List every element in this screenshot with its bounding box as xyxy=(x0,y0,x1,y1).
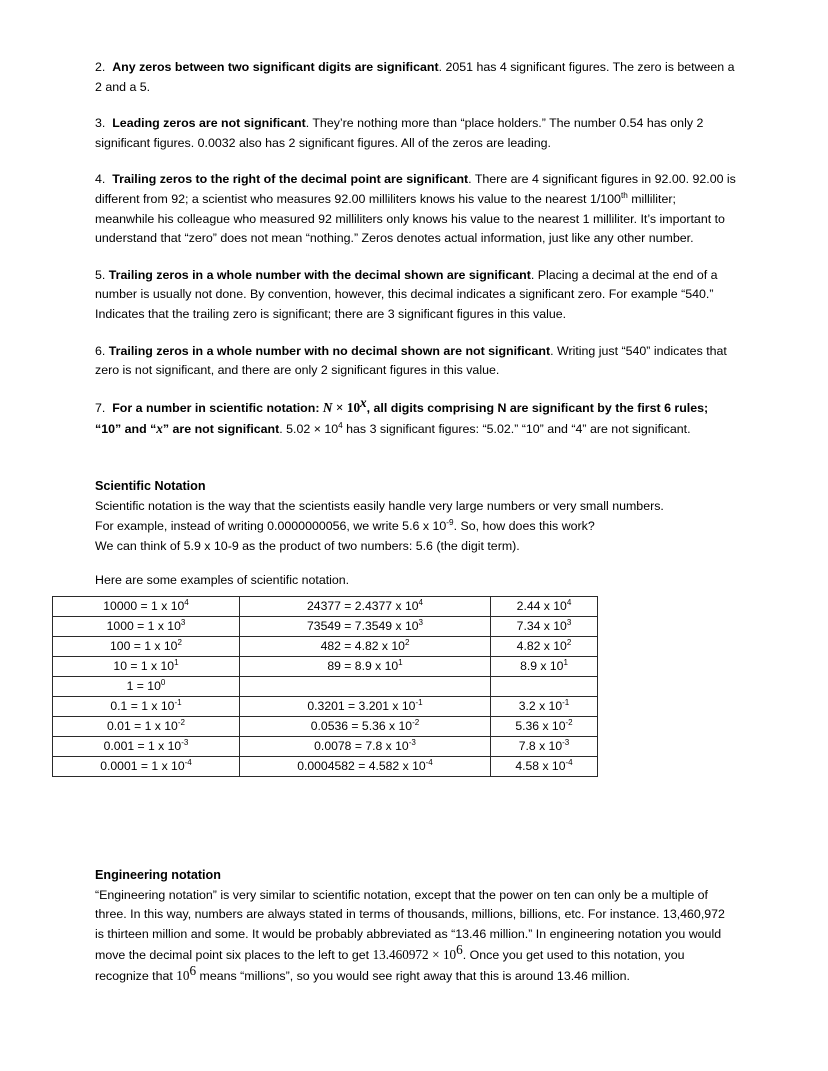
cell-exponent: -3 xyxy=(181,737,189,747)
rule-7-math-x2: x xyxy=(156,420,163,436)
table-cell-col1 xyxy=(53,637,240,657)
cell-exponent: 3 xyxy=(180,617,186,627)
engineering-math-ten-2: 10 xyxy=(176,967,190,983)
rule-4-text-b: milliliter; meanwhile his colleague who measured 92 milliliters only knows his value to the nearest 1 milliliter. It’s important to understand that “zero” does not mean “nothing.” Zeros denotes actual information, just like any other number. xyxy=(95,191,725,246)
cell-exponent: 2 xyxy=(566,637,572,647)
table-cell-col2 xyxy=(240,737,491,757)
cell-text: 5.36 x 10 xyxy=(515,718,566,733)
rule-4-text-a: . There are 4 significant figures in 92.00. 92.00 is different from 92; a scientist who measures 92.00 milliliters knows his value to the nearest 1/100 xyxy=(95,172,736,206)
scientific-notation-table xyxy=(52,596,598,777)
cell-text: 7.8 x 10 xyxy=(518,738,563,753)
cell-exponent: 4 xyxy=(418,597,423,607)
engineering-math-exponent: 6 xyxy=(456,941,463,957)
rule-7-bold-b: , all digits comprising N are significant by the first 6 rules; “10” and “ xyxy=(95,400,709,436)
cell-text: 1000 = 1 x 10 xyxy=(106,618,181,633)
scientific-notation-line-3: We can think of 5.9 x 10-9 as the product of two numbers: 5.6 (the digit term). xyxy=(95,538,520,553)
rule-5-number: 5. xyxy=(95,267,106,282)
cell-exponent: 3 xyxy=(418,617,423,627)
engineering-notation-body xyxy=(95,886,737,987)
cell-exponent: -3 xyxy=(562,737,570,747)
table-row xyxy=(53,637,598,657)
table-row xyxy=(53,677,598,697)
cell-exponent: 2 xyxy=(404,637,410,647)
cell-text: 2.44 x 10 xyxy=(516,598,567,613)
table-cell-col3 xyxy=(491,657,598,677)
engineering-text-a: “Engineering notation” is very similar to scientific notation, except that the power on ten can only be a multiple of three. In this way, numbers are always stated in terms of thousands, millions, billions, etc. For instance. 13,460,972 is thirteen million and some. It would be probably abbreviated as “13.46 million.” In engineering notation you would move the decimal point six places to the left to get xyxy=(95,887,725,962)
cell-exponent: 4 xyxy=(184,597,189,607)
rule-6-number: 6. xyxy=(95,343,106,358)
table-row xyxy=(53,697,598,717)
cell-exponent: 2 xyxy=(177,637,182,647)
rule-3-number: 3. xyxy=(95,116,106,131)
cell-text: 4.58 x 10 xyxy=(515,758,566,773)
cell-exponent: 4 xyxy=(566,597,572,607)
cell-text: 24377 = 2.4377 x 10 xyxy=(307,598,419,613)
rule-7-number: 7. xyxy=(95,400,106,415)
table-row xyxy=(53,657,598,677)
table-cell-col1 xyxy=(53,617,240,637)
rule-4-paragraph xyxy=(95,170,737,248)
scientific-notation-line-2-b: . So, how does this work? xyxy=(453,518,595,533)
table-cell-col3 xyxy=(491,757,598,777)
cell-exponent: 1 xyxy=(174,657,179,667)
spacer-before-examples xyxy=(95,556,737,571)
engineering-notation-section xyxy=(95,866,737,986)
table-cell-col2 xyxy=(240,637,491,657)
engineering-text-b: . Once you get used to this notation, you recognize that xyxy=(95,947,685,983)
table-row xyxy=(53,737,598,757)
cell-text: 0.0004582 = 4.582 x 10 xyxy=(297,758,426,773)
cell-exponent: -2 xyxy=(565,717,573,727)
cell-text: 0.0078 = 7.8 x 10 xyxy=(314,738,409,753)
table-cell-col3 xyxy=(491,737,598,757)
scientific-notation-line-2 xyxy=(95,517,737,537)
rule-7-text-b: has 3 significant figures: “5.02.” “10” and “4” are not significant. xyxy=(342,421,691,436)
rule-2-bold: Any zeros between two significant digits are significant xyxy=(112,60,439,74)
spacer-before-scientific-notation xyxy=(95,456,737,477)
scientific-notation-table-wrapper xyxy=(45,596,605,777)
cell-text: 0.0001 = 1 x 10 xyxy=(100,758,185,773)
rule-4-superscript: th xyxy=(620,190,628,200)
cell-text: 8.9 x 10 xyxy=(520,658,564,673)
table-cell-col2 xyxy=(240,697,491,717)
cell-text: 482 = 4.82 x 10 xyxy=(320,638,405,653)
table-row xyxy=(53,597,598,617)
cell-text: 10 = 1 x 10 xyxy=(113,658,175,673)
scientific-notation-heading: Scientific Notation xyxy=(95,479,206,494)
engineering-math-times: × xyxy=(432,946,440,962)
cell-text: 7.34 x 10 xyxy=(516,618,567,633)
cell-exponent: -4 xyxy=(425,757,433,767)
table-row xyxy=(53,617,598,637)
engineering-math-exponent-2: 6 xyxy=(189,962,197,978)
table-cell-col1 xyxy=(53,757,240,777)
table-cell-col2-empty xyxy=(240,677,491,697)
table-body xyxy=(53,597,598,777)
rule-7-paragraph xyxy=(95,394,737,440)
rule-6-text: . Writing just “540” indicates that zero is not significant, and there are only 2 significant figures in this value. xyxy=(95,343,727,378)
cell-text: 0.0536 = 5.36 x 10 xyxy=(310,718,413,733)
scientific-notation-line-2-exponent: -9 xyxy=(446,517,454,527)
rule-2-text: . 2051 has 4 significant figures. The zero is between a 2 and a 5. xyxy=(95,60,735,94)
cell-exponent: -3 xyxy=(408,737,416,747)
table-cell-col1 xyxy=(53,697,240,717)
rule-7-text-a: . 5.02 × 10 xyxy=(279,421,339,436)
table-cell-col3 xyxy=(491,597,598,617)
rule-2-paragraph xyxy=(95,58,737,97)
cell-exponent: 3 xyxy=(566,617,572,627)
cell-exponent: 0 xyxy=(160,677,166,687)
table-cell-col3 xyxy=(491,717,598,737)
cell-text: 100 = 1 x 10 xyxy=(110,638,178,653)
table-cell-col3 xyxy=(491,697,598,717)
rule-7-math-n: N xyxy=(322,399,333,415)
rule-7-math-exponent: x xyxy=(360,394,367,410)
engineering-math-ten: 10 xyxy=(442,946,457,962)
rule-7-math-ten: 10 xyxy=(346,399,361,415)
cell-exponent: -4 xyxy=(565,757,573,767)
cell-text: 0.1 = 1 x 10 xyxy=(110,698,175,713)
cell-exponent: -2 xyxy=(177,717,185,727)
table-cell-col2 xyxy=(240,657,491,677)
cell-exponent: -1 xyxy=(415,697,423,707)
scientific-notation-line-2-a: For example, instead of writing 0.0000000056, we write 5.6 x 10 xyxy=(95,518,447,533)
scientific-notation-line-1: Scientific notation is the way that the scientists easily handle very large numbers or very small numbers. xyxy=(95,499,664,514)
rule-7-math-times: × xyxy=(335,399,344,415)
table-cell-col2 xyxy=(240,717,491,737)
table-cell-col1 xyxy=(53,677,240,697)
table-row xyxy=(53,717,598,737)
cell-exponent: 1 xyxy=(398,657,403,667)
table-intro-text: Here are some examples of scientific notation. xyxy=(95,573,350,588)
cell-exponent: -1 xyxy=(562,697,570,707)
cell-text: 0.3201 = 3.201 x 10 xyxy=(307,698,416,713)
rule-5-bold: Trailing zeros in a whole number with the decimal shown are significant xyxy=(108,267,531,282)
engineering-notation-heading: Engineering notation xyxy=(95,868,221,882)
cell-text: 0.001 = 1 x 10 xyxy=(103,738,182,753)
cell-text: 0.01 = 1 x 10 xyxy=(107,718,178,733)
rule-3-paragraph xyxy=(95,114,737,153)
cell-text: 89 = 8.9 x 10 xyxy=(327,658,399,673)
table-cell-col1 xyxy=(53,657,240,677)
engineering-math-number: 13.460972 xyxy=(372,946,429,962)
cell-exponent: 1 xyxy=(563,657,568,667)
engineering-text-c: means “millions”, so you would see right away that this is around 13.46 million. xyxy=(196,968,630,983)
rule-7-bold-a: For a number in scientific notation: xyxy=(112,400,320,415)
rule-5-text: . Placing a decimal at the end of a number is usually not done. By convention, however, this decimal indicates a significant zero. For example “540.” Indicates that the trailing zero is significant; there are 3 significant figures in this value. xyxy=(95,267,718,321)
cell-exponent: -2 xyxy=(412,717,420,727)
rule-6-bold: Trailing zeros in a whole number with no decimal shown are not significant xyxy=(108,343,551,358)
cell-exponent: -1 xyxy=(174,697,182,707)
table-cell-col1 xyxy=(53,737,240,757)
rule-4-number: 4. xyxy=(95,172,106,187)
rule-4-bold: Trailing zeros to the right of the decimal point are significant xyxy=(112,172,469,187)
rule-3-text: . They’re nothing more than “place holders.” The number 0.54 has only 2 significant figures. 0.0032 also has 2 significant figures. All of the zeros are leading. xyxy=(95,116,704,150)
cell-text: 73549 = 7.3549 x 10 xyxy=(307,618,419,633)
table-row xyxy=(53,757,598,777)
table-cell-col3 xyxy=(491,617,598,637)
rule-7-exponent: 4 xyxy=(338,420,343,430)
table-cell-col2 xyxy=(240,757,491,777)
table-cell-col2 xyxy=(240,597,491,617)
table-cell-col3 xyxy=(491,637,598,657)
table-cell-col1 xyxy=(53,717,240,737)
rule-7-bold-c: ” are not significant xyxy=(162,421,280,436)
rule-3-bold: Leading zeros are not significant xyxy=(112,116,306,131)
cell-text: 4.82 x 10 xyxy=(516,638,567,653)
rule-6-paragraph xyxy=(95,342,737,381)
cell-text: 3.2 x 10 xyxy=(518,698,563,713)
table-cell-col1 xyxy=(53,597,240,617)
rule-2-number: 2. xyxy=(95,60,106,74)
table-cell-col3-empty xyxy=(491,677,598,697)
table-cell-col2 xyxy=(240,617,491,637)
document-body xyxy=(95,58,737,591)
rule-5-paragraph xyxy=(95,266,737,325)
cell-text: 1 = 10 xyxy=(126,678,161,693)
cell-text: 10000 = 1 x 10 xyxy=(103,598,185,613)
cell-exponent: -4 xyxy=(184,757,192,767)
